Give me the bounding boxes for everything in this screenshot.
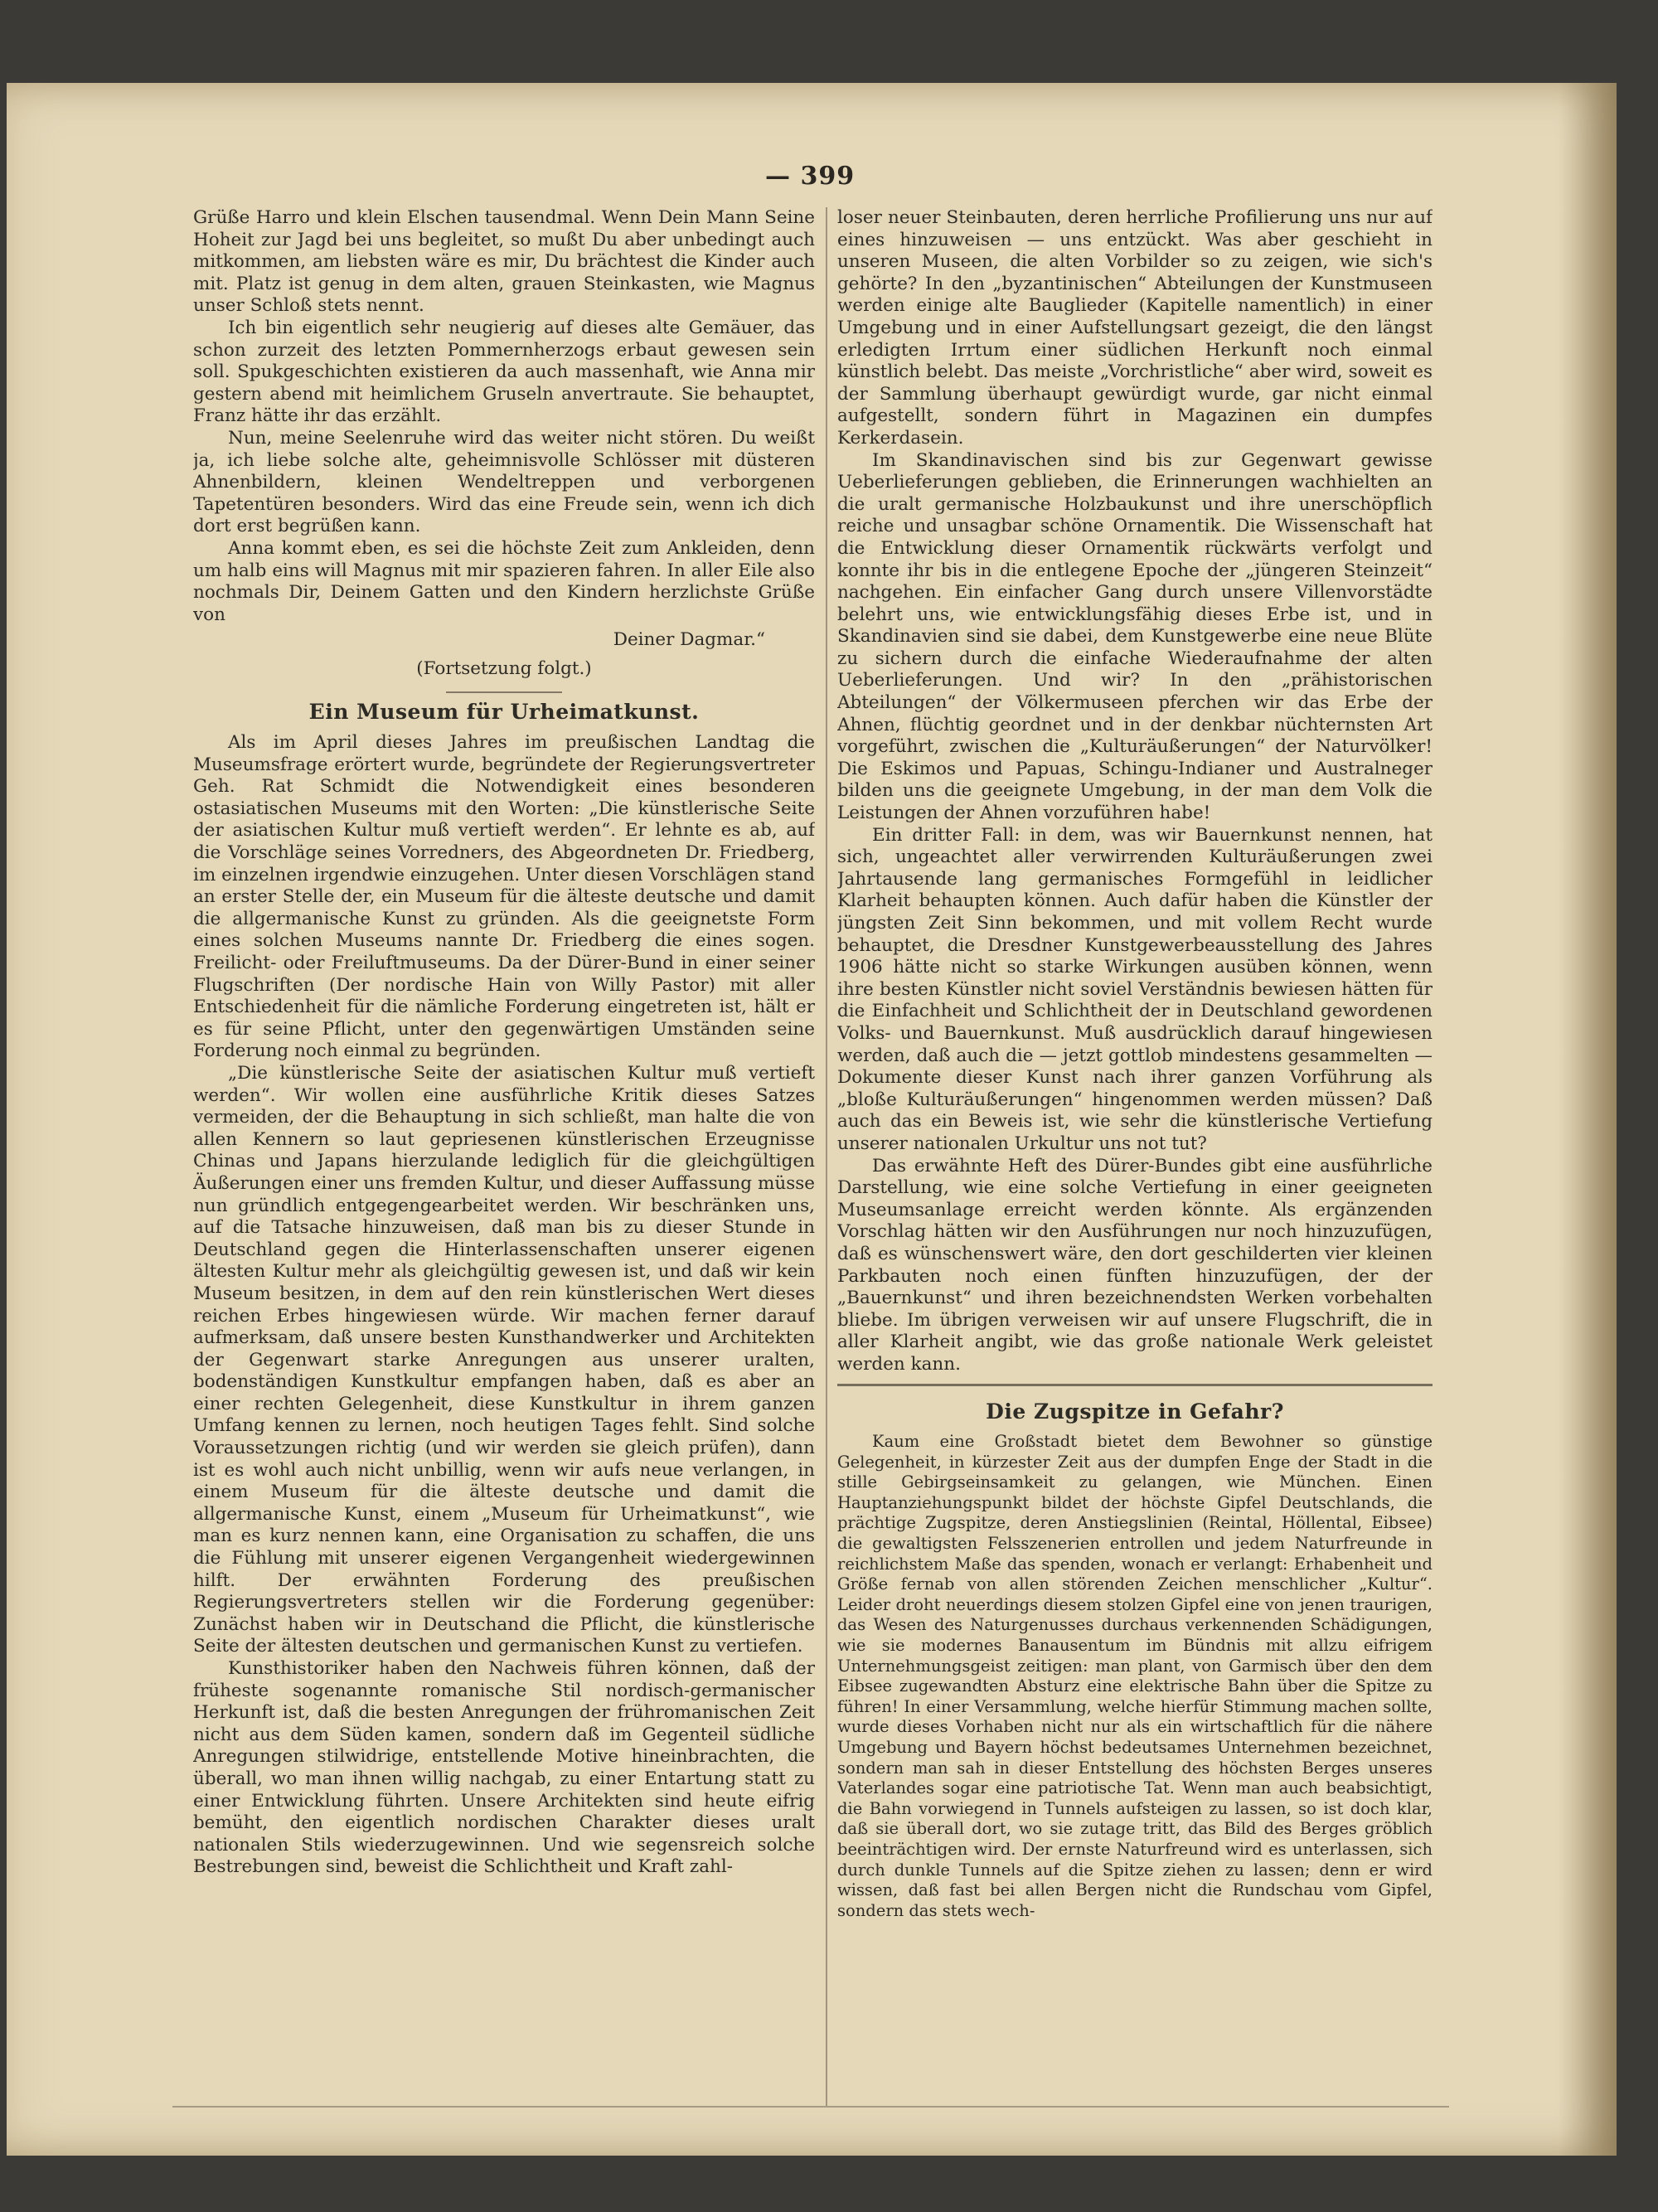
article-paragraph: Als im April dieses Jahres im preußischen Landtag die Museumsfrage erörtert wurde, begründete der Regierungsvertreter Geh. Rat Schmidt die Notwendigkeit eines besonderen ostasiatischen Museums mit den Worten: „Die künstlerische Seite der asiatischen Kultur muß vertieft werden“. Er lehnte es ab, auf die Vorschläge seines Vorredners, des Abgeordneten Dr. Friedberg, im einzelnen irgendwie einzugehen. Unter diesen Vorschlägen stand an erster Stelle der, ein Museum für die älteste deutsche und damit die allgermanische Kunst zu gründen. Als die geeignetste Form eines solchen Museums nannte Dr. Friedberg die eines sogen. Freilicht- oder Freiluftmuseums. Da der Dürer-Bund in einer seiner Flugschriften (Der nordische Hain von Willy Pastor) mit aller Entschiedenheit für die nämliche Forderung eingetreten ist, hält er es für seine Pflicht, unter den gegenwärtigen Umständen seine Forderung noch einmal zu begründen. [193, 732, 815, 1062]
article-paragraph: „Die künstlerische Seite der asiatischen Kultur muß vertieft werden“. Wir wollen eine ausführliche Kritik dieses Satzes vermeiden, der die Behauptung in sich schließt, man halte die von allen Kennern so laut gepriesenen künstlerischen Erzeugnisse Chinas und Japans hierzulande lediglich für die gleichgültigen Äußerungen einer uns fremden Kultur, und dieser Auffassung müsse nun gründlich entgegengearbeitet werden. Wir beschränken uns, auf die Tatsache hinzuweisen, daß man bis zu dieser Stunde in Deutschland gegen die Hinterlassenschaften unserer eigenen ältesten Kultur mehr als gleichgültig gewesen ist, und daß wir kein Museum besitzen, in dem auf den rein künstlerischen Wert dieses reichen Erbes hingewiesen würde. Wir machen ferner darauf aufmerksam, daß unsere besten Kunsthandwerker und Architekten der Gegenwart starke Anregungen aus unserer uralten, bodenständigen Kunstkultur empfangen haben, daß es aber an einer rechten Gelegenheit, diese Kunstkultur in ihrem ganzen Umfang kennen zu lernen, noch heutigen Tages fehlt. Sind solche Voraussetzungen richtig (und wir werden sie gleich prüfen), dann ist es wohl auch nicht unbillig, wenn wir aufs neue verlangen, in einem Museum für die älteste deutsche und damit die allgermanische Kunst, einem „Museum für Urheimatkunst“, wie man es kurz nennen kann, eine Organisation zu schaffen, die uns die Fühlung mit unserer eigenen Vergangenheit wiedergewinnen hilft. Der erwähnten Forderung des preußischen Regierungsvertreters stellen wir die Forderung gegenüber: Zunächst haben wir in Deutschand die Pflicht, die künstlerische Seite der ältesten deutschen und germanischen Kunst zu vertiefen. [193, 1062, 815, 1657]
article-paragraph: Ein dritter Fall: in dem, was wir Bauernkunst nennen, hat sich, ungeachtet aller verwirrenden Kulturäußerungen zwei Jahrtausende lang germanisches Formgefühl in leidlicher Klarheit behaupten können. Auch dafür haben die Künstler der jüngsten Zeit Sinn bekommen, und mit vollem Recht wurde behauptet, die Dresdner Kunstgewerbeausstellung des Jahres 1906 hätte nicht so starke Wirkungen ausüben können, wenn ihre besten Künstler nicht soviel Verständnis bewiesen hätten für die Einfachheit und Schlichtheit der in Deutschland gewordenen Volks- und Bauernkunst. Muß ausdrücklich darauf hingewiesen werden, daß auch die — jetzt gottlob mindestens gesammelten — Dokumente dieser Kunst nach ihrer ganzen Vorführung als „bloße Kulturäußerungen“ hingenommen werden müssen? Daß auch das ein Beweis ist, wie sehr die künstlerische Vertiefung unserer nationalen Urkultur uns not tut? [837, 824, 1433, 1154]
article-paragraph: Das erwähnte Heft des Dürer-Bundes gibt eine ausführliche Darstellung, wie eine solche Vertiefung in einer geeigneten Museumsanlage erreicht werden könnte. Als ergänzenden Vorschlag hätten wir den Ausführungen nur noch hinzuzufügen, daß es wünschenswert wäre, den dort geschilderten vier kleinen Parkbauten noch einen fünften hinzuzufügen, der der „Bauernkunst“ und ihren bezeichnendsten Werken vorbehalten bliebe. Im übrigen verweisen wir auf unsere Flugschrift, die in aller Klarheit angibt, wie das große nationale Werk geleistet werden kann. [837, 1155, 1433, 1375]
article-title: Ein Museum für Urheimatkunst. [308, 700, 700, 725]
section-divider [837, 1384, 1433, 1386]
footer-rule [172, 2106, 1449, 2108]
article-paragraph: Im Skandinavischen sind bis zur Gegenwart gewisse Ueberlieferungen geblieben, die Erinnerungen wachhielten an die uralt germanische Holzbaukunst und ihre unerschöpflich reiche und unsagbar schöne Ornamentik. Die Wissenschaft hat die Entwicklung dieser Ornamentik rückwärts verfolgt und konnte ihr bis in die entlegene Epoche der „jüngeren Steinzeit“ nachgehen. Ein einfacher Gang durch unsere Villenvorstädte belehrt uns, wie entwicklungsfähig dieses Erbe ist, und in Skandinavien sind sie dabei, dem Kunstgewerbe eine neue Blüte zu sichern durch die einfache Wiederaufnahme der alten Ueberlieferungen. Und wir? In den „prähistorischen Abteilungen“ der Völkermuseen pferchen wir das Erbe der Ahnen, flüchtig geordnet und in der denkbar nüchternsten Art vorgeführt, zwischen die „Kulturäußerungen“ der Naturvölker! Die Eskimos und Papuas, Schingu-Indianer und Australneger bilden uns die geeignete Umgebung, in der man dem Volk die Leistungen der Ahnen vorzuführen habe! [837, 449, 1433, 824]
letter-paragraph: Anna kommt eben, es sei die höchste Zeit zum Ankleiden, denn um halb eins will Magnus mit mir spazieren fahren. In aller Eile also nochmals Dir, Deinem Gatten und den Kindern herzlichste Grüße von [193, 537, 815, 625]
column-divider [826, 207, 827, 2106]
letter-paragraph: Grüße Harro und klein Elschen tausendmal. Wenn Dein Mann Seine Hoheit zur Jagd bei uns begleitet, so mußt Du aber unbedingt auch mitkommen, am liebsten wäre es mir, Du brächtest die Kinder auch mit. Platz ist genug in dem alten, grauen Steinkasten, wie Magnus unser Schloß stets nennt. [193, 207, 815, 317]
continued-note: (Fortsetzung folgt.) [416, 657, 592, 679]
letter-paragraph: Ich bin eigentlich sehr neugierig auf dieses alte Gemäuer, das schon zurzeit des letzten Pommernherzogs erbaut gewesen sein soll. Spukgeschichten existieren da auch massenhaft, wie Anna mir gestern abend mit heimlichem Gruseln anvertraute. Sie behauptet, Franz hätte ihr das erzählt. [193, 317, 815, 427]
newspaper-page [7, 83, 1617, 2156]
letter-paragraph: Nun, meine Seelenruhe wird das weiter nicht stören. Du weißt ja, ich liebe solche alte, geheimnisvolle Schlösser mit düsteren Ahnenbildern, kleinen Wendeltreppen und verborgenen Tapetentüren besonders. Wird das eine Freude sein, wenn ich dich dort erst begrüßen kann. [193, 427, 815, 537]
letter-signoff: Deiner Dagmar.“ [613, 629, 765, 651]
second-article-title: Die Zugspitze in Gefahr? [986, 1399, 1284, 1424]
article-paragraph: Kunsthistoriker haben den Nachweis führen können, daß der früheste sogenannte romanische Stil nordisch-germanischer Herkunft ist, daß die besten Anregungen der frühromanischen Zeit nicht aus dem Süden kamen, sondern daß im Gegenteil südliche Anregungen stilwidrige, entstellende Motive hineinbrachten, die überall, wo man ihnen willig nachgab, zu einer Entartung statt zu einer Entwicklung führten. Unsere Architekten sind heute eifrig bemüht, den eigentlich nordischen Charakter dieses uralt nationalen Stils wiederzugewinnen. Und wie segensreich solche Bestrebungen sind, beweist die Schlichtheit und Kraft zahl- [193, 1658, 815, 1878]
left-column [193, 207, 815, 2106]
page-edge-shadow [1559, 83, 1617, 2156]
page-number: — 399 [765, 162, 856, 191]
section-divider [446, 691, 562, 693]
article-paragraph: loser neuer Steinbauten, deren herrliche Profilierung uns nur auf eines hinzuweisen — uns entzückt. Was aber geschieht in unseren Museen, die alten Vorbilder so zu zeigen, wie sich's gehörte? In den „byzantinischen“ Abteilungen der Kunstmuseen werden einige alte Bauglieder (Kapitelle namentlich) in einer Umgebung und in einer Aufstellungsart gezeigt, die den längst erledigten Irrtum einer südlichen Herkunft noch einmal künstlich belebt. Das meiste „Vorchristliche“ aber wird, soweit es der Sammlung überhaupt gewürdigt wurde, gar nicht einmal aufgestellt, sondern führt in Magazinen ein dumpfes Kerkerdasein. [837, 207, 1433, 449]
second-article-paragraph: Kaum eine Großstadt bietet dem Bewohner so günstige Gelegenheit, in kürzester Zeit aus der dumpfen Enge der Stadt in die stille Gebirgseinsamkeit zu gelangen, wie München. Einen Hauptanziehungspunkt bildet der höchste Gipfel Deutschlands, die prächtige Zugspitze, deren Anstiegslinien (Reintal, Höllental, Eibsee) die gewaltigsten Felsszenerien entrollen und jedem Naturfreunde in reichlichstem Maße das spenden, wonach er verlangt: Erhabenheit und Größe fernab von allen störenden Zeichen menschlicher „Kultur“. Leider droht neuerdings diesem stolzen Gipfel eine von jenen traurigen, das Wesen des Naturgenusses durchaus verkennenden Schädigungen, wie sie modernes Banausentum im Bündnis mit allzu eifrigem Unternehmungsgeist zeitigen: man plant, von Garmisch über den dem Eibsee zugewandten Absturz eine elektrische Bahn über die Spitze zu führen! In einer Versammlung, welche hierfür Stimmung machen sollte, wurde dieses Vorhaben nicht nur als ein wirtschaftlich für die nähere Umgebung und Bayern höchst bedeutsames Unternehmen bezeichnet, sondern man sah in dieser Entstellung des höchsten Berges unseres Vaterlandes sogar eine patriotische Tat. Wenn man auch beabsichtigt, die Bahn vorwiegend in Tunnels aufsteigen zu lassen, so ist doch klar, daß sie überall dort, wo sie zutage tritt, das Bild des Berges gröblich beeinträchtigen wird. Der ernste Naturfreund wird es unterlassen, sich durch dunkle Tunnels auf die Spitze ziehen zu lassen; denn er wird wissen, daß fast bei allen Bergen nicht die Rundschau vom Gipfel, sondern das stets wech- [837, 1432, 1433, 1920]
right-column [837, 207, 1433, 2106]
